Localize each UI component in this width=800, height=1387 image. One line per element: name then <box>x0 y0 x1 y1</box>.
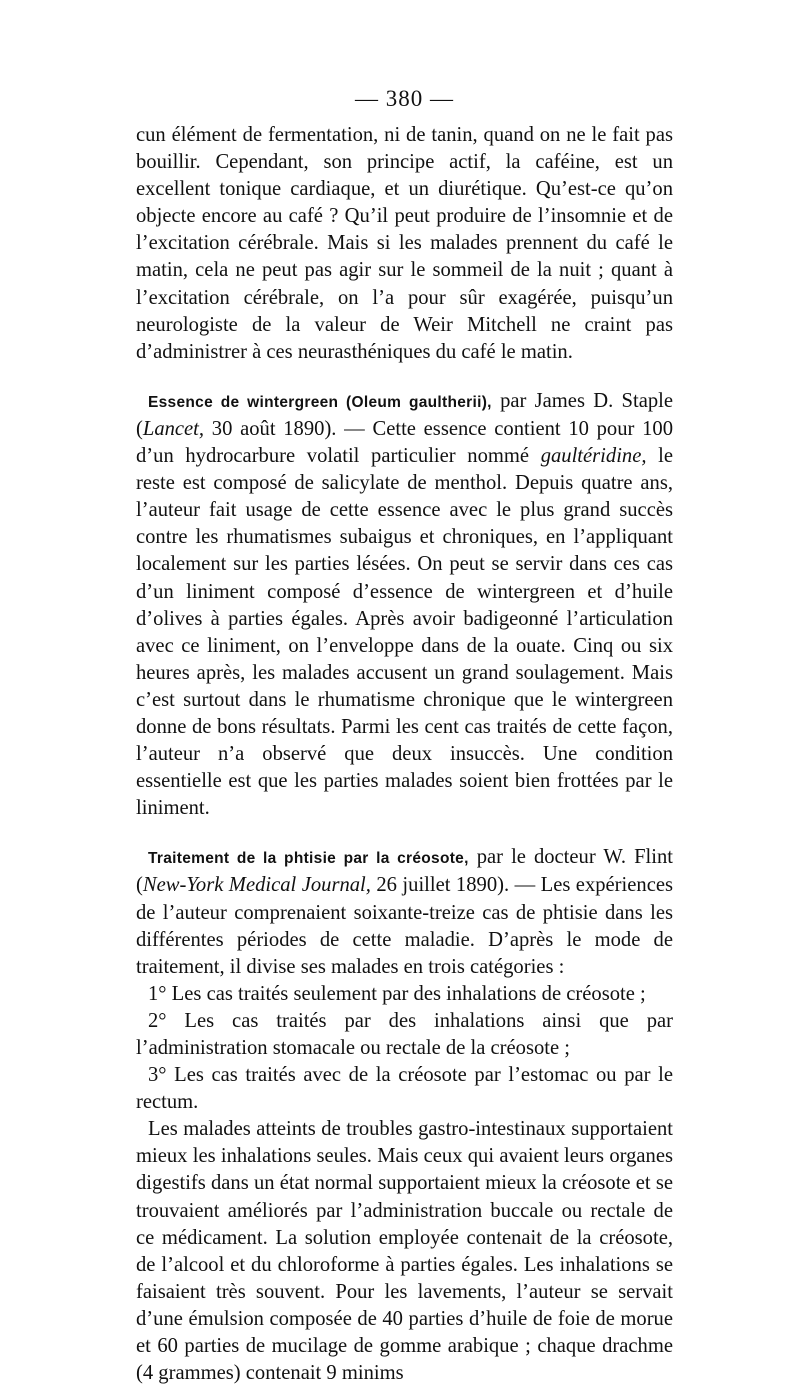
paragraph-caffeine: cun élément de fermentation, ni de tanin, quand on ne le fait pas bouillir. Cependant, son principe actif, la caféine, est un excellent tonique cardiaque, et un diurétique. Qu’est-ce qu’on objecte encore au café ? Qu’il peut produire de l’insomnie et de l’excitation cérébrale. Mais si les malades prennent du café le matin, cela ne peut pas agir sur le sommeil de la nuit ; quant à l’excitation cérébrale, on l’a pour sûr exagérée, puisqu’un neurologiste de la valeur de Weir Mitchell ne craint pas d’administrer à ces neurasthéniques du café le matin. <box>136 124 673 363</box>
journal-title-new-york: New-York Medical Journal, <box>142 874 371 897</box>
list-item-3: 3° Les cas traités avec de la créosote par l’estomac ou par le rectum. <box>136 1064 673 1114</box>
text-run: par le docteur W. Flint ( <box>136 846 673 897</box>
section-heading-wintergreen: Essence de wintergreen (Oleum gaultherii), <box>148 393 492 411</box>
term-gaulteridine: gaultéridine, <box>540 445 647 468</box>
text-run: 26 juillet 1890). — Les expériences de l’auteur comprenaient soixante-treize cas de phtisie dans les différentes périodes de cette maladie. D’après le mode de traitement, il divise ses malades en trois catégories : <box>136 874 673 978</box>
text-run: le reste est composé de salicylate de menthol. Depuis quatre ans, l’auteur fait usage de cette essence avec le plus grand succès contre les rhumatismes subaigus et chroniques, en l’appliquant localement sur les parties lésées. On peut se servir dans ces cas d’un liniment composé d’essence de wintergreen et d’huile d’olives à parties égales. Après avoir badigeonné l’articulation avec ce liniment, on l’enveloppe dans de la ouate. Cinq ou six heures après, les malades accusent un grand soulagement. Mais c’est surtout dans le rhumatisme chronique que le wintergreen donne de bons résultats. Parmi les cent cas traités de cette façon, l’auteur n’a observé que deux insuccès. Une condition essentielle est que les parties malades soient bien frottées par le liniment. <box>136 445 674 820</box>
paragraph-results: Les malades atteints de troubles gastro-intestinaux supportaient mieux les inhalations seules. Mais ceux qui avaient leurs organes digestifs dans un état normal supportaient mieux la créosote et se trouvaient améliorés par l’administration buccale ou rectale de ce médicament. La solution employée contenait de la créosote, de l’alcool et du chloroforme à parties égales. Les inhalations se faisaient très souvent. Pour les lavements, l’auteur se servait d’une émulsion composée de 40 parties d’huile de foie de morue et 60 parties de mucilage de gomme arabique ; chaque drachme (4 grammes) contenait 9 minims <box>136 1118 673 1385</box>
section-heading-phtisie: Traitement de la phtisie par la créosote, <box>148 850 469 868</box>
section-wintergreen <box>136 388 673 823</box>
journal-title-lancet: Lancet, <box>142 417 205 440</box>
text-run: 30 août 1890). — Cette essence contient 10 pour 100 d’un hydrocarbure volatil particulier nommé <box>136 417 673 468</box>
section-phtisie <box>136 844 673 980</box>
text-run: par James D. Staple ( <box>136 389 674 440</box>
list-item-1: 1° Les cas traités seulement par des inhalations de créosote ; <box>148 982 646 1005</box>
page-number: — 380 — <box>355 86 454 111</box>
list-item-2: 2° Les cas traités par des inhalations ainsi que par l’administration stomacale ou rectale de la créosote ; <box>136 1009 673 1059</box>
